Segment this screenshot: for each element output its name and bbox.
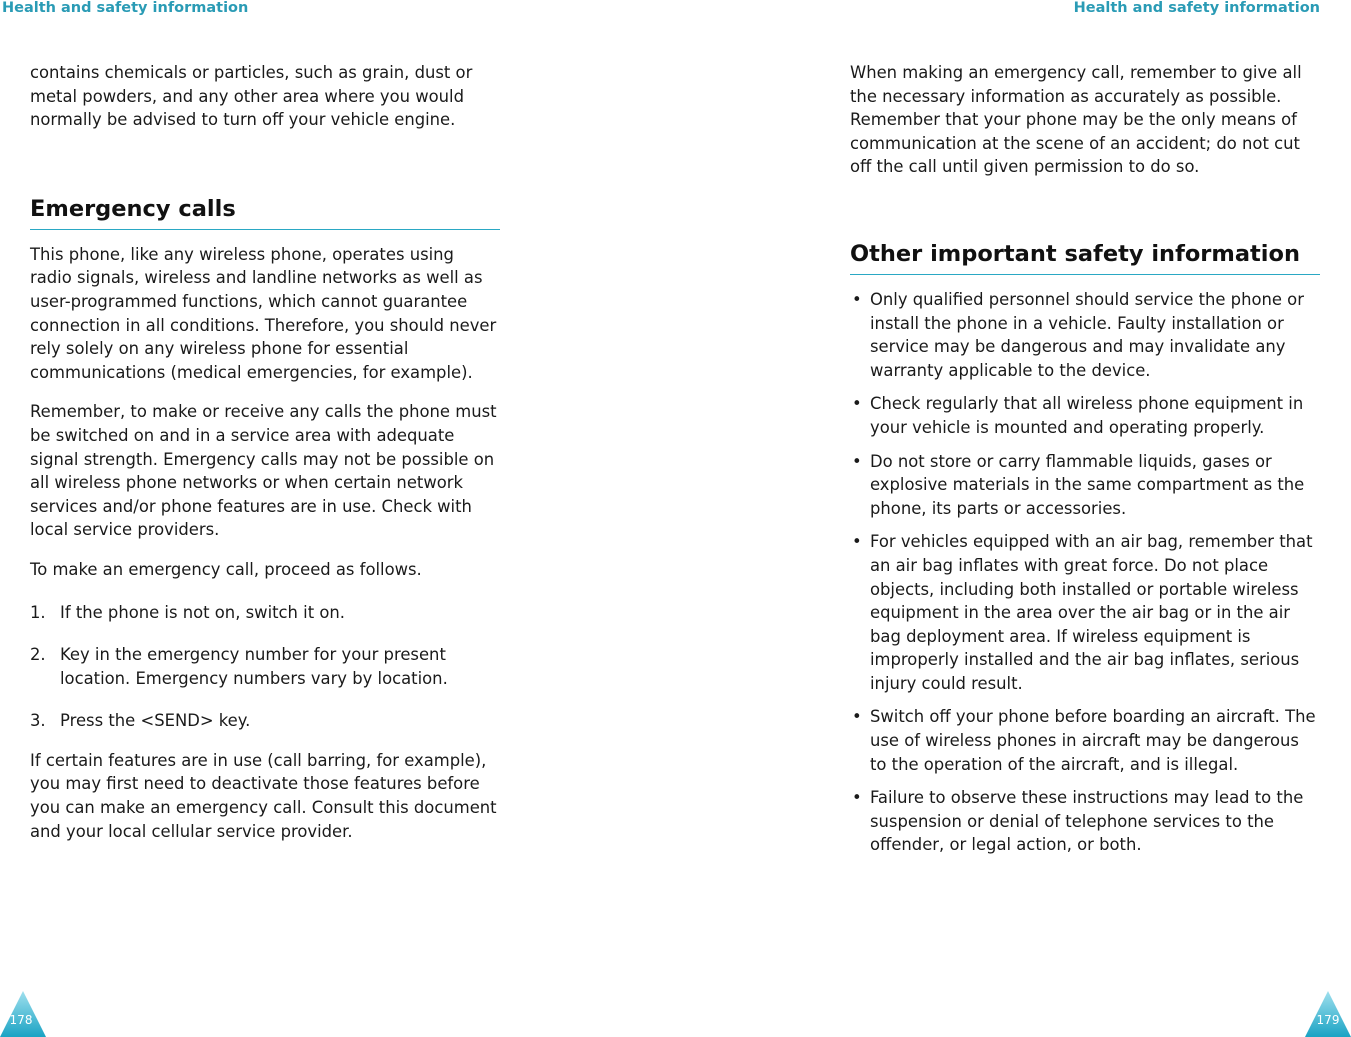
bullet-text: Check regularly that all wireless phone equipment in your vehicle is mounted and operating properly.: [870, 394, 1304, 437]
running-header: Health and safety information: [2, 0, 249, 16]
step-text: Key in the emergency number for your present location. Emergency numbers vary by location.: [60, 645, 448, 688]
bullet-text: Only qualified personnel should service the phone or install the phone in a vehicle. Faulty installation or service may be dangerous and may invalidate any warranty applicable to the device.: [870, 289, 1304, 380]
bullet-text: Switch off your phone before boarding an aircraft. The use of wireless phones in aircraft may be dangerous to the operation of the aircraft, and is illegal.: [870, 707, 1316, 774]
bullet-icon: •: [852, 532, 862, 552]
paragraph: This phone, like any wireless phone, operates using radio signals, wireless and landline networks as well as user-programmed functions, which cannot guarantee connection in all conditions. Therefore, you should never rely solely on any wireless phone for essential communications (medical emergencies, for example).: [30, 244, 497, 382]
paragraph: If certain features are in use (call barring, for example), you may first need to deactivate those features before you can make an emergency call. Consult this document and your local cellular service provider.: [30, 750, 497, 841]
bullet-text: Do not store or carry flammable liquids, gases or explosive materials in the same compartment as the phone, its parts or accessories.: [870, 451, 1305, 518]
list-item: [850, 392, 1320, 439]
list-item: [30, 709, 500, 733]
bullet-icon: •: [852, 289, 862, 309]
paragraph: Remember, to make or receive any calls the phone must be switched on and in a service area with adequate signal strength. Emergency calls may not be possible on all wireless phone networks or when certain network services and/or phone features are in use. Check with local service providers.: [30, 402, 497, 540]
step-number: 3.: [30, 711, 46, 731]
bullet-text: Failure to observe these instructions may lead to the suspension or denial of telephone services to the offender, or legal action, or both.: [870, 788, 1304, 855]
list-item: [30, 601, 500, 625]
intro-paragraph: When making an emergency call, remember to give all the necessary information as accurately as possible. Remember that your phone may be the only means of communication at the scene of an accident; do not cut off the call until given permission to do so.: [850, 63, 1302, 177]
running-header: Health and safety information: [1073, 0, 1320, 16]
list-item: [30, 643, 500, 690]
step-number: 1.: [30, 602, 46, 622]
step-text: Press the <SEND> key.: [60, 711, 251, 731]
step-number: 2.: [30, 645, 46, 665]
list-item: [850, 450, 1320, 521]
right-page: [676, 0, 1351, 1037]
bullet-icon: •: [852, 788, 862, 808]
bullet-icon: •: [852, 707, 862, 727]
bullet-icon: •: [852, 451, 862, 471]
list-item: [850, 786, 1320, 857]
step-text: If the phone is not on, switch it on.: [60, 602, 345, 622]
left-content: [30, 61, 500, 859]
right-content: [850, 61, 1320, 867]
section-title: Other important safety information: [850, 240, 1320, 275]
steps-list: [30, 601, 500, 733]
bullet-icon: •: [852, 394, 862, 414]
safety-bullets: [850, 288, 1320, 857]
list-item: [850, 530, 1320, 695]
left-page: [0, 0, 675, 1037]
list-item: [850, 705, 1320, 776]
list-item: [850, 288, 1320, 382]
paragraph: To make an emergency call, proceed as follows.: [30, 559, 422, 579]
page-number: 178: [9, 1013, 33, 1027]
bullet-text: For vehicles equipped with an air bag, remember that an air bag inflates with great force. Do not place objects, including both installed or portable wireless equipment in the area over the air bag or in the air bag deployment area. If wireless equipment is improperly installed and the air bag inflates, serious injury could result.: [870, 532, 1313, 693]
section-title: Emergency calls: [30, 195, 500, 230]
page-number: 179: [1316, 1013, 1340, 1027]
intro-paragraph: contains chemicals or particles, such as grain, dust or metal powders, and any other area where you would normally be advised to turn off your vehicle engine.: [30, 63, 473, 130]
